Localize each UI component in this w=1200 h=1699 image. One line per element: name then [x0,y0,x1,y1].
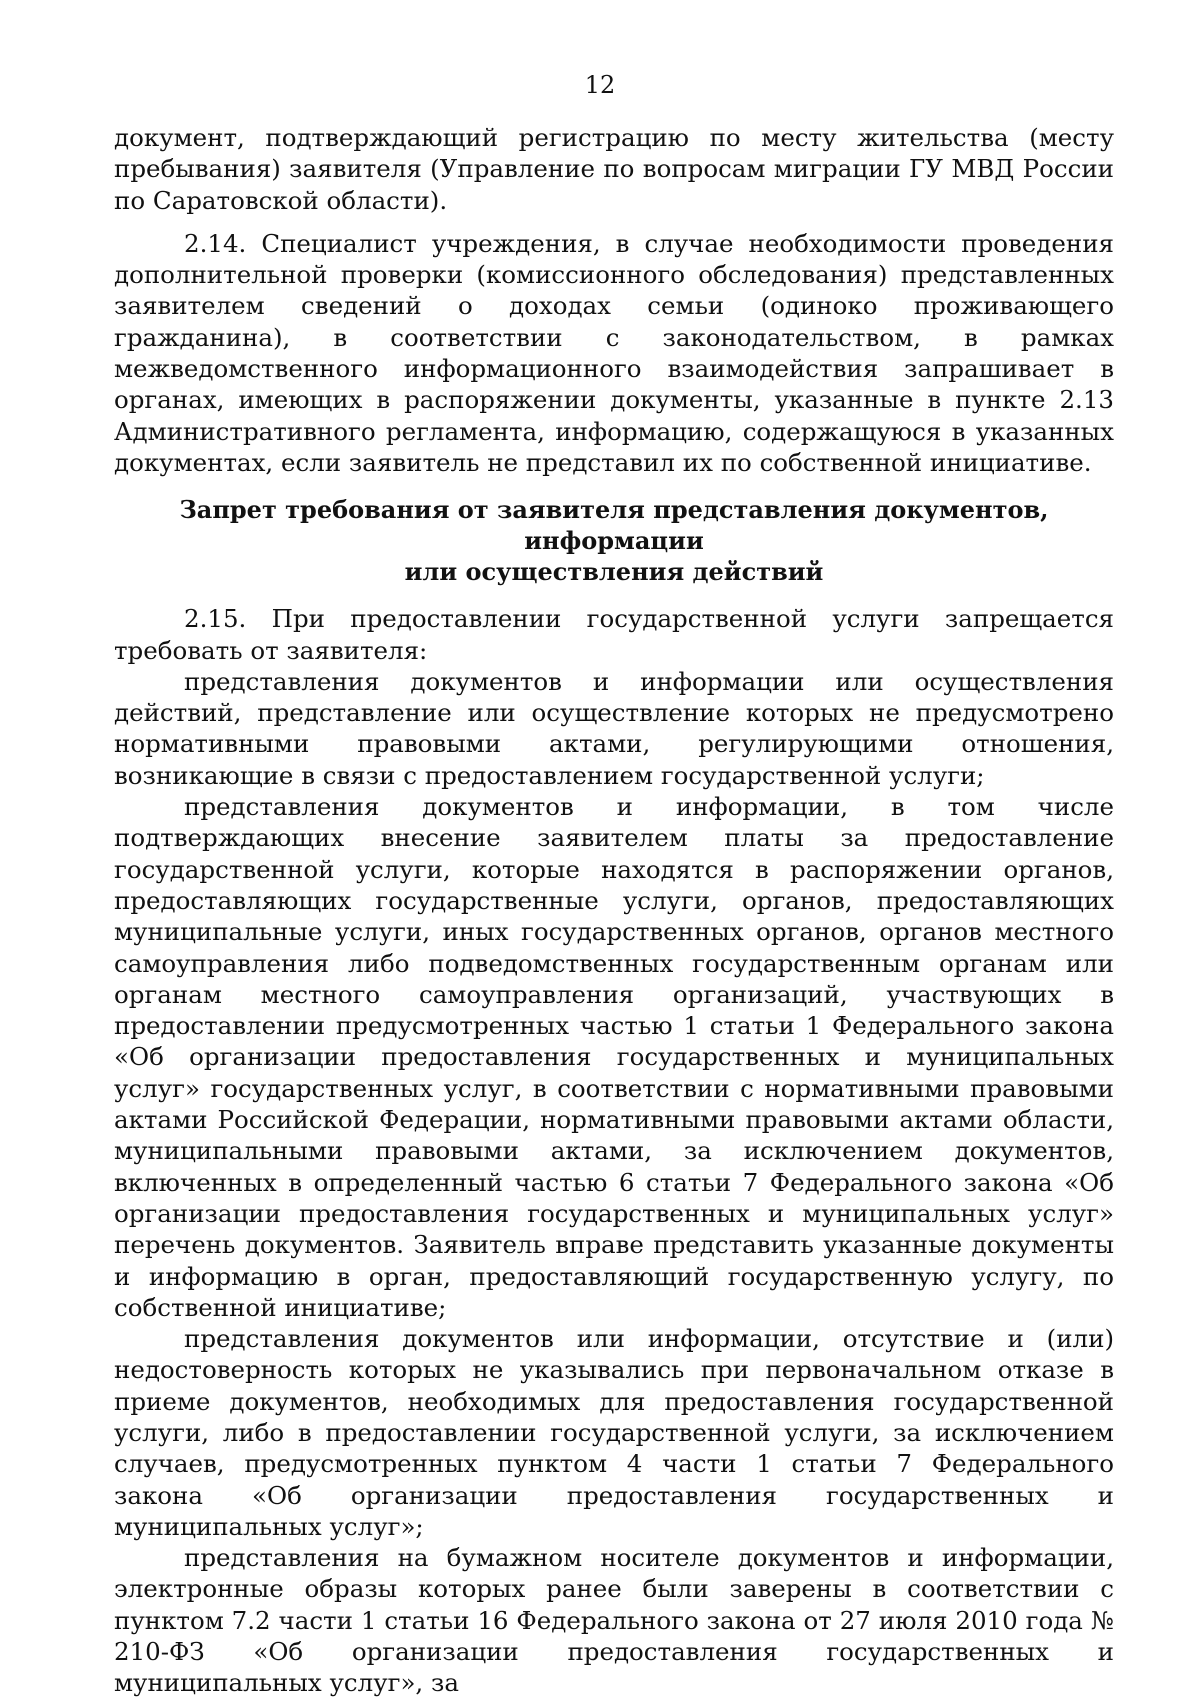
list-item-prohibition-2: представления документов и информации, в том числе подтверждающих внесение заявителем платы за предоставление государственной услуги, которые находятся в распоряжении органов, предоставляющих государственные услуги, органов, предоставляющих муниципальные услуги, иных государственных органов, органов местного самоуправления либо подведомственных государственным органам или органам местного самоуправления организаций, участвующих в предоставлении предусмотренных частью 1 статьи 1 Федерального закона «Об организации предоставления государственных и муниципальных услуг» государственных услуг, в соответствии с нормативными правовыми актами Российской Федерации, нормативными правовыми актами области, муниципальными правовыми актами, за исключением документов, включенных в определенный частью 6 статьи 7 Федерального закона «Об организации предоставления государственных и муниципальных услуг» перечень документов. Заявитель вправе представить указанные документы и информацию в орган, предоставляющий государственную услугу, по собственной инициативе; [114,792,1114,1322]
document-body [114,122,1114,1699]
page-number: 12 [584,71,616,99]
section-heading-line-2: или осуществления действий [404,557,824,587]
list-item-prohibition-1: представления документов и информации или осуществления действий, представление или осуществление которых не предусмотрено нормативными правовыми актами, регулирующими отношения, возникающие в связи с предоставлением государственной услуги; [114,666,1114,790]
section-heading [114,490,1114,591]
paragraph-continuation: документ, подтверждающий регистрацию по месту жительства (месту пребывания) заявителя (Управление по вопросам миграции ГУ МВД России по Саратовской области). [114,123,1114,215]
list-item-prohibition-3: представления документов или информации, отсутствие и (или) недостоверность которых не указывались при первоначальном отказе в приеме документов, необходимых для предоставления государственной услуги, либо в предоставлении государственной услуги, за исключением случаев, предусмотренных пунктом 4 части 1 статьи 7 Федерального закона «Об организации предоставления государственных и муниципальных услуг»; [114,1324,1114,1541]
paragraph-gap [114,216,1114,228]
heading-gap-bottom [114,591,1114,603]
paragraph-2-14: 2.14. Специалист учреждения, в случае необходимости проведения дополнительной проверки (комиссионного обследования) представленных заявителем сведений о доходах семьи (одиноко проживающего гражданина), в соответствии с законодательством, в рамках межведомственного информационного взаимодействия запрашивает в органах, имеющих в распоряжении документы, указанные в пункте 2.13 Административного регламента, информацию, содержащуюся в указанных документах, если заявитель не представил их по собственной инициативе. [114,228,1114,477]
heading-gap-top [114,478,1114,490]
paragraph-2-15: 2.15. При предоставлении государственной услуги запрещается требовать от заявителя: [114,604,1114,665]
section-heading-line-1: Запрет требования от заявителя представления документов, информации [179,495,1049,556]
list-item-prohibition-4: представления на бумажном носителе документов и информации, электронные образы которых ранее были заверены в соответствии с пунктом 7.2 части 1 статьи 16 Федерального закона от 27 июля 2010 года № 210-ФЗ «Об организации предоставления государственных и муниципальных услуг», за [114,1543,1114,1698]
